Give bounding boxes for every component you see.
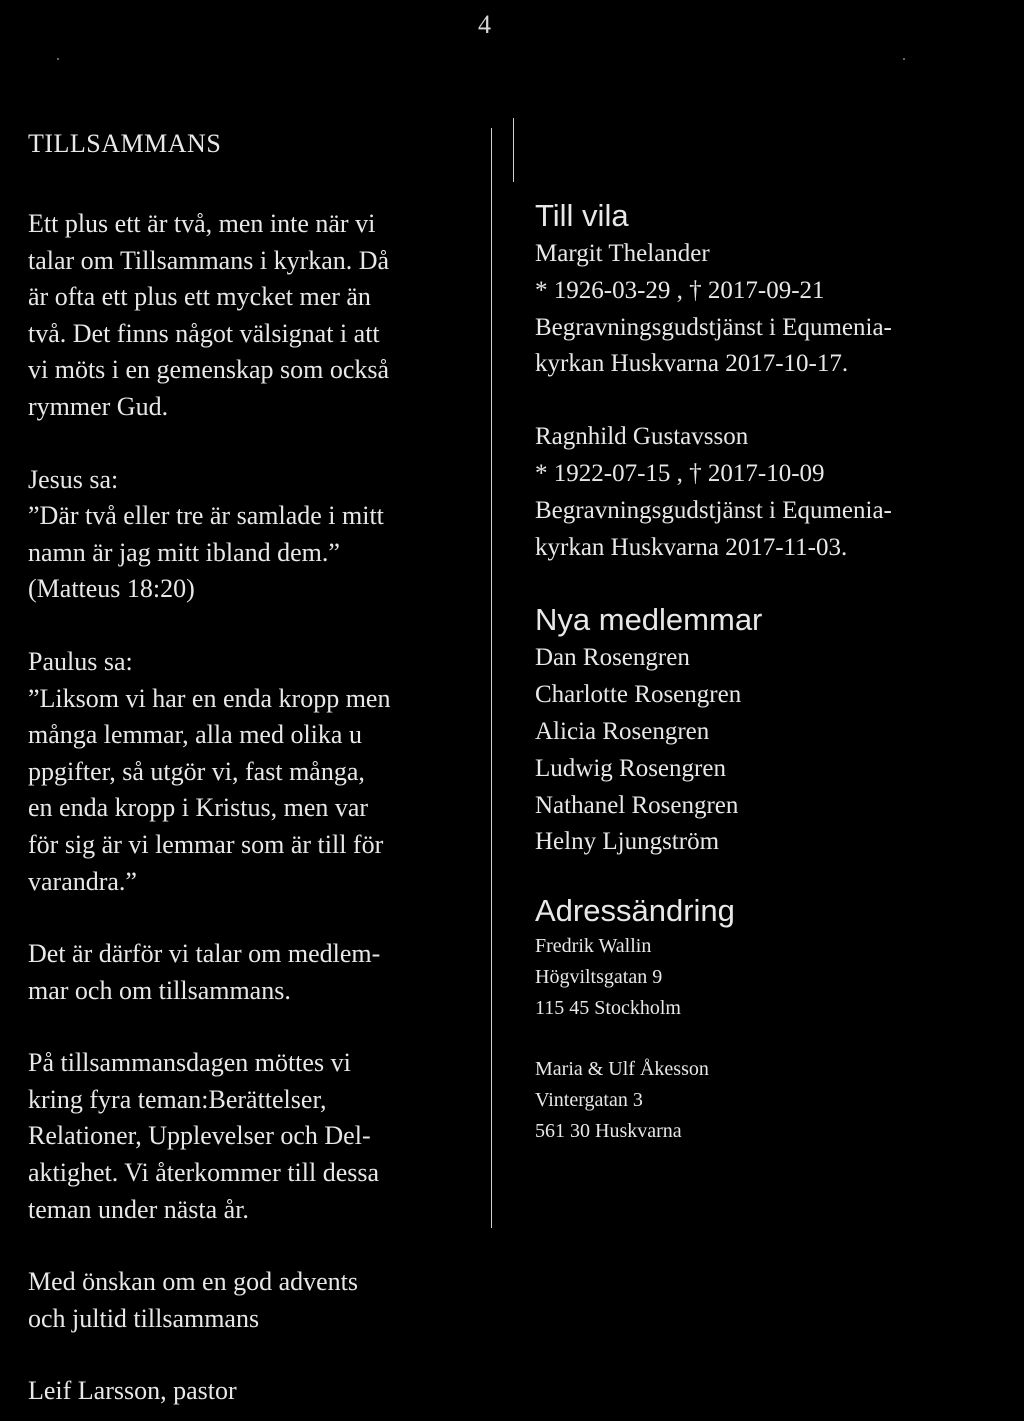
text-line: ppgifter, så utgör vi, fast många, — [28, 756, 365, 786]
text-line: ”Där två eller tre är samlade i mitt — [28, 501, 384, 531]
text-line: för sig är vi lemmar som är till för — [28, 829, 384, 859]
obituary-entry — [535, 236, 995, 383]
section-title: Till vila — [535, 198, 629, 233]
member-name: Charlotte Rosengren — [535, 681, 742, 709]
text-line: Med önskan om en god advents — [28, 1267, 359, 1297]
life-dates: * 1926-03-29 , † 2017-09-21 — [535, 276, 825, 304]
text-line: talar om Tillsammans i kyrkan. Då — [28, 245, 390, 275]
corner-mark — [57, 58, 59, 60]
article-tillsammans — [28, 126, 468, 1410]
text-line: varandra.” — [28, 866, 137, 896]
column-divider — [491, 128, 492, 1228]
text-line: ”Liksom vi har en enda kropp men — [28, 683, 391, 713]
text-line: aktighet. Vi återkommer till dessa — [28, 1158, 380, 1188]
section-adressandring — [535, 891, 995, 1147]
text-line: rymmer Gud. — [28, 391, 169, 421]
paragraph — [28, 1264, 468, 1337]
text-line: (Matteus 18:20) — [28, 574, 195, 604]
section-till-vila — [535, 196, 995, 566]
address-name: Fredrik Wallin — [535, 935, 652, 958]
article-heading: TILLSAMMANS — [28, 129, 222, 158]
address-street: Vintergatan 3 — [535, 1089, 643, 1112]
text-line: vi möts i en gemenskap som också — [28, 355, 390, 385]
section-title: Adressändring — [535, 893, 735, 929]
text-line: kyrkan Huskvarna 2017-10-17. — [535, 350, 849, 378]
member-name: Alicia Rosengren — [535, 717, 710, 745]
life-dates: * 1922-07-15 , † 2017-10-09 — [535, 459, 825, 487]
section-nya-medlemmar — [535, 600, 995, 861]
text-line: Begravningsgudstjänst i Equmenia- — [535, 313, 892, 341]
text-line: en enda kropp i Kristus, men var — [28, 793, 369, 823]
paragraph — [28, 462, 468, 608]
text-line: På tillsammansdagen möttes vi — [28, 1048, 351, 1078]
address-entry — [535, 931, 995, 1024]
paragraph — [28, 644, 468, 900]
text-line: kring fyra teman:Berättelser, — [28, 1084, 327, 1114]
member-name: Helny Ljungström — [535, 828, 720, 856]
text-line: kyrkan Huskvarna 2017-11-03. — [535, 533, 848, 561]
text-line: Det är därför vi talar om medlem- — [28, 939, 381, 969]
paragraph — [28, 206, 468, 426]
address-city: 561 30 Huskvarna — [535, 1120, 682, 1143]
person-name: Ragnhild Gustavsson — [535, 423, 749, 451]
page-number: 4 — [478, 10, 491, 39]
signature — [28, 1373, 468, 1410]
text-line: Leif Larsson, pastor — [28, 1376, 237, 1406]
address-name: Maria & Ulf Åkesson — [535, 1058, 709, 1081]
text-line: mar och om tillsammans. — [28, 975, 291, 1005]
text-line: Begravningsgudstjänst i Equmenia- — [535, 496, 892, 524]
notices-column — [535, 196, 995, 1147]
text-line: Relationer, Upplevelser och Del- — [28, 1121, 371, 1151]
text-line: är ofta ett plus ett mycket mer än — [28, 282, 371, 312]
text-line: Jesus sa: — [28, 464, 119, 494]
text-line: teman under nästa år. — [28, 1194, 249, 1224]
text-line: Paulus sa: — [28, 646, 133, 676]
text-line: namn är jag mitt ibland dem.” — [28, 537, 340, 567]
section-title: Nya medlemmar — [535, 602, 763, 638]
paragraph — [28, 936, 468, 1009]
text-line: två. Det finns något välsignat i att — [28, 318, 380, 348]
address-street: Högviltsgatan 9 — [535, 966, 663, 989]
member-name: Dan Rosengren — [535, 644, 690, 672]
member-name: Nathanel Rosengren — [535, 791, 739, 819]
text-line: många lemmar, alla med olika u — [28, 720, 362, 750]
member-name: Ludwig Rosengren — [535, 754, 726, 782]
paragraph — [28, 1045, 468, 1228]
person-name: Margit Thelander — [535, 240, 710, 267]
corner-mark — [903, 58, 905, 60]
address-city: 115 45 Stockholm — [535, 997, 681, 1020]
obituary-entry — [535, 419, 995, 566]
text-line: Ett plus ett är två, men inte när vi — [28, 209, 376, 238]
column-divider — [513, 118, 514, 182]
text-line: och jultid tillsammans — [28, 1303, 260, 1333]
address-entry — [535, 1054, 995, 1147]
